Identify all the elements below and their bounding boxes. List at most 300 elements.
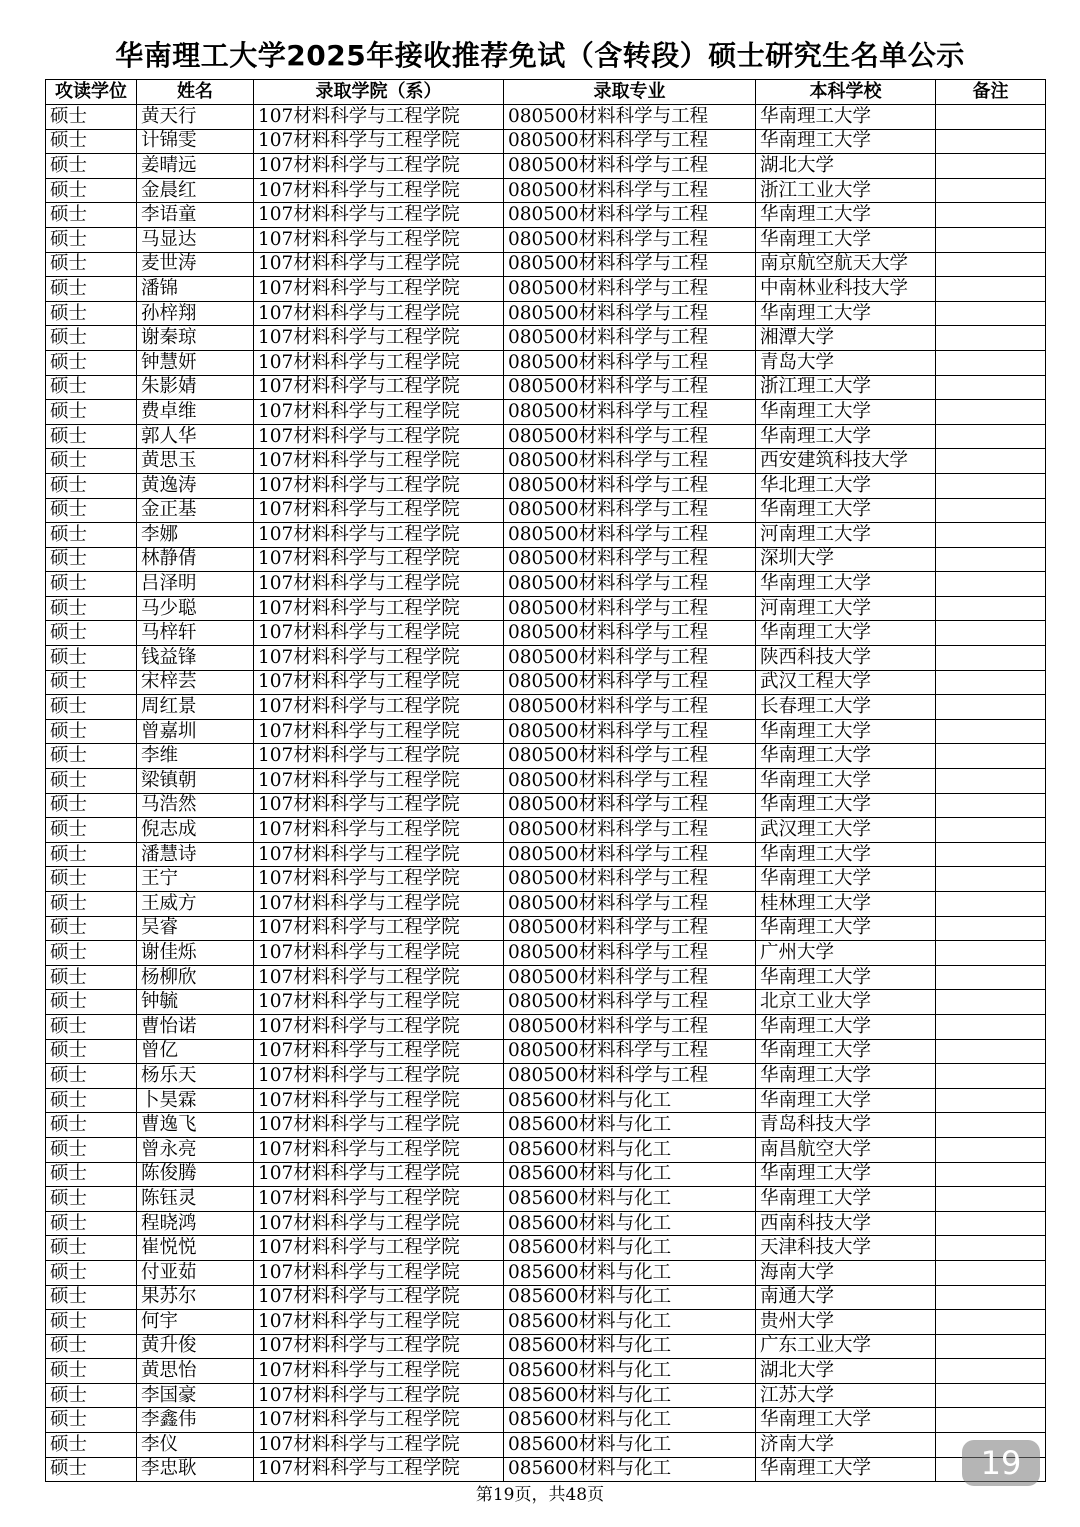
- table-row: [46, 769, 1046, 794]
- remarks-cell: [936, 178, 1046, 203]
- remarks-cell: [936, 277, 1046, 302]
- college-cell: 107材料科学与工程学院: [254, 1039, 504, 1064]
- table-row: [46, 326, 1046, 351]
- major-cell: 080500材料科学与工程: [504, 203, 756, 228]
- table-row: [46, 1310, 1046, 1335]
- remarks-cell: [936, 1260, 1046, 1285]
- major-cell: 085600材料与化工: [504, 1359, 756, 1384]
- degree-cell: 硕士: [46, 129, 137, 154]
- college-cell: 107材料科学与工程学院: [254, 621, 504, 646]
- remarks-cell: [936, 449, 1046, 474]
- undergrad-school-cell: 中南林业科技大学: [756, 277, 936, 302]
- name-cell: 费卓维: [137, 400, 254, 425]
- degree-cell: 硕士: [46, 965, 137, 990]
- table-row: [46, 203, 1046, 228]
- college-cell: 107材料科学与工程学院: [254, 1310, 504, 1335]
- table-row: [46, 498, 1046, 523]
- table-row: [46, 473, 1046, 498]
- college-cell: 107材料科学与工程学院: [254, 105, 504, 130]
- major-cell: 080500材料科学与工程: [504, 178, 756, 203]
- undergrad-school-cell: 华南理工大学: [756, 424, 936, 449]
- name-cell: 付亚茹: [137, 1260, 254, 1285]
- degree-cell: 硕士: [46, 154, 137, 179]
- table-row: [46, 400, 1046, 425]
- column-header-degree: 攻读学位: [46, 80, 137, 105]
- degree-cell: 硕士: [46, 1433, 137, 1458]
- major-cell: 080500材料科学与工程: [504, 695, 756, 720]
- college-cell: 107材料科学与工程学院: [254, 596, 504, 621]
- table-row: [46, 867, 1046, 892]
- name-cell: 曾永亮: [137, 1137, 254, 1162]
- undergrad-school-cell: 湘潭大学: [756, 326, 936, 351]
- undergrad-school-cell: 济南大学: [756, 1433, 936, 1458]
- table-row: [46, 1211, 1046, 1236]
- major-cell: 080500材料科学与工程: [504, 227, 756, 252]
- degree-cell: 硕士: [46, 1088, 137, 1113]
- table-row: [46, 350, 1046, 375]
- undergrad-school-cell: 武汉理工大学: [756, 818, 936, 843]
- degree-cell: 硕士: [46, 1285, 137, 1310]
- major-cell: 085600材料与化工: [504, 1334, 756, 1359]
- remarks-cell: [936, 1137, 1046, 1162]
- undergrad-school-cell: 武汉工程大学: [756, 670, 936, 695]
- table-row: [46, 892, 1046, 917]
- college-cell: 107材料科学与工程学院: [254, 1088, 504, 1113]
- major-cell: 080500材料科学与工程: [504, 867, 756, 892]
- remarks-cell: [936, 1310, 1046, 1335]
- name-cell: 马梓轩: [137, 621, 254, 646]
- undergrad-school-cell: 华南理工大学: [756, 621, 936, 646]
- name-cell: 李语童: [137, 203, 254, 228]
- degree-cell: 硕士: [46, 350, 137, 375]
- degree-cell: 硕士: [46, 227, 137, 252]
- undergrad-school-cell: 华南理工大学: [756, 1187, 936, 1212]
- degree-cell: 硕士: [46, 449, 137, 474]
- degree-cell: 硕士: [46, 473, 137, 498]
- degree-cell: 硕士: [46, 547, 137, 572]
- college-cell: 107材料科学与工程学院: [254, 1383, 504, 1408]
- table-row: [46, 744, 1046, 769]
- remarks-cell: [936, 842, 1046, 867]
- remarks-cell: [936, 400, 1046, 425]
- degree-cell: 硕士: [46, 1162, 137, 1187]
- undergrad-school-cell: 广东工业大学: [756, 1334, 936, 1359]
- table-row: [46, 449, 1046, 474]
- degree-cell: 硕士: [46, 867, 137, 892]
- degree-cell: 硕士: [46, 769, 137, 794]
- major-cell: 085600材料与化工: [504, 1113, 756, 1138]
- undergrad-school-cell: 西安建筑科技大学: [756, 449, 936, 474]
- remarks-cell: [936, 129, 1046, 154]
- undergrad-school-cell: 华南理工大学: [756, 719, 936, 744]
- name-cell: 宋梓芸: [137, 670, 254, 695]
- degree-cell: 硕士: [46, 1457, 137, 1482]
- major-cell: 080500材料科学与工程: [504, 1064, 756, 1089]
- undergrad-school-cell: 深圳大学: [756, 547, 936, 572]
- degree-cell: 硕士: [46, 719, 137, 744]
- college-cell: 107材料科学与工程学院: [254, 1433, 504, 1458]
- name-cell: 程晓鸿: [137, 1211, 254, 1236]
- undergrad-school-cell: 南通大学: [756, 1285, 936, 1310]
- major-cell: 080500材料科学与工程: [504, 842, 756, 867]
- college-cell: 107材料科学与工程学院: [254, 1014, 504, 1039]
- undergrad-school-cell: 华南理工大学: [756, 1014, 936, 1039]
- name-cell: 李忠耿: [137, 1457, 254, 1482]
- table-row: [46, 1408, 1046, 1433]
- undergrad-school-cell: 华南理工大学: [756, 227, 936, 252]
- name-cell: 马显达: [137, 227, 254, 252]
- table-row: [46, 301, 1046, 326]
- remarks-cell: [936, 769, 1046, 794]
- column-header-remarks: 备注: [936, 80, 1046, 105]
- table-row: [46, 178, 1046, 203]
- table-row: [46, 572, 1046, 597]
- table-row: [46, 1039, 1046, 1064]
- remarks-cell: [936, 301, 1046, 326]
- name-cell: 曾嘉圳: [137, 719, 254, 744]
- degree-cell: 硕士: [46, 498, 137, 523]
- table-row: [46, 227, 1046, 252]
- degree-cell: 硕士: [46, 1236, 137, 1261]
- college-cell: 107材料科学与工程学院: [254, 154, 504, 179]
- undergrad-school-cell: 河南理工大学: [756, 596, 936, 621]
- name-cell: 陈钰灵: [137, 1187, 254, 1212]
- college-cell: 107材料科学与工程学院: [254, 498, 504, 523]
- undergrad-school-cell: 贵州大学: [756, 1310, 936, 1335]
- undergrad-school-cell: 华南理工大学: [756, 1088, 936, 1113]
- name-cell: 何宇: [137, 1310, 254, 1335]
- remarks-cell: [936, 941, 1046, 966]
- name-cell: 姜晴远: [137, 154, 254, 179]
- major-cell: 080500材料科学与工程: [504, 1039, 756, 1064]
- undergrad-school-cell: 华南理工大学: [756, 769, 936, 794]
- name-cell: 吕泽明: [137, 572, 254, 597]
- remarks-cell: [936, 105, 1046, 130]
- major-cell: 080500材料科学与工程: [504, 154, 756, 179]
- remarks-cell: [936, 916, 1046, 941]
- college-cell: 107材料科学与工程学院: [254, 892, 504, 917]
- college-cell: 107材料科学与工程学院: [254, 227, 504, 252]
- table-row: [46, 277, 1046, 302]
- name-cell: 黄思玉: [137, 449, 254, 474]
- table-row: [46, 818, 1046, 843]
- undergrad-school-cell: 华南理工大学: [756, 400, 936, 425]
- name-cell: 马少聪: [137, 596, 254, 621]
- remarks-cell: [936, 695, 1046, 720]
- degree-cell: 硕士: [46, 1359, 137, 1384]
- table-row: [46, 1236, 1046, 1261]
- undergrad-school-cell: 北京工业大学: [756, 990, 936, 1015]
- remarks-cell: [936, 1408, 1046, 1433]
- college-cell: 107材料科学与工程学院: [254, 695, 504, 720]
- college-cell: 107材料科学与工程学院: [254, 277, 504, 302]
- major-cell: 085600材料与化工: [504, 1457, 756, 1482]
- college-cell: 107材料科学与工程学院: [254, 1285, 504, 1310]
- college-cell: 107材料科学与工程学院: [254, 1408, 504, 1433]
- table-row: [46, 596, 1046, 621]
- major-cell: 085600材料与化工: [504, 1310, 756, 1335]
- table-row: [46, 375, 1046, 400]
- college-cell: 107材料科学与工程学院: [254, 744, 504, 769]
- major-cell: 085600材料与化工: [504, 1162, 756, 1187]
- major-cell: 080500材料科学与工程: [504, 916, 756, 941]
- name-cell: 潘慧诗: [137, 842, 254, 867]
- name-cell: 潘锦: [137, 277, 254, 302]
- remarks-cell: [936, 523, 1046, 548]
- degree-cell: 硕士: [46, 424, 137, 449]
- major-cell: 080500材料科学与工程: [504, 424, 756, 449]
- table-header-row: [46, 80, 1046, 105]
- remarks-cell: [936, 892, 1046, 917]
- name-cell: 梁镇朝: [137, 769, 254, 794]
- major-cell: 085600材料与化工: [504, 1285, 756, 1310]
- remarks-cell: [936, 621, 1046, 646]
- table-row: [46, 154, 1046, 179]
- name-cell: 李娜: [137, 523, 254, 548]
- table-row: [46, 646, 1046, 671]
- table-row: [46, 1162, 1046, 1187]
- undergrad-school-cell: 华南理工大学: [756, 572, 936, 597]
- major-cell: 080500材料科学与工程: [504, 326, 756, 351]
- undergrad-school-cell: 青岛科技大学: [756, 1113, 936, 1138]
- remarks-cell: [936, 818, 1046, 843]
- undergrad-school-cell: 华南理工大学: [756, 1408, 936, 1433]
- college-cell: 107材料科学与工程学院: [254, 1187, 504, 1212]
- college-cell: 107材料科学与工程学院: [254, 252, 504, 277]
- major-cell: 080500材料科学与工程: [504, 793, 756, 818]
- degree-cell: 硕士: [46, 793, 137, 818]
- degree-cell: 硕士: [46, 1137, 137, 1162]
- major-cell: 080500材料科学与工程: [504, 621, 756, 646]
- major-cell: 080500材料科学与工程: [504, 670, 756, 695]
- table-row: [46, 965, 1046, 990]
- degree-cell: 硕士: [46, 301, 137, 326]
- college-cell: 107材料科学与工程学院: [254, 473, 504, 498]
- name-cell: 黄思怡: [137, 1359, 254, 1384]
- table-row: [46, 1064, 1046, 1089]
- degree-cell: 硕士: [46, 621, 137, 646]
- major-cell: 080500材料科学与工程: [504, 449, 756, 474]
- table-row: [46, 1433, 1046, 1458]
- name-cell: 陈俊腾: [137, 1162, 254, 1187]
- table-row: [46, 252, 1046, 277]
- degree-cell: 硕士: [46, 203, 137, 228]
- college-cell: 107材料科学与工程学院: [254, 449, 504, 474]
- name-cell: 吴睿: [137, 916, 254, 941]
- undergrad-school-cell: 华南理工大学: [756, 203, 936, 228]
- major-cell: 080500材料科学与工程: [504, 744, 756, 769]
- name-cell: 郭人华: [137, 424, 254, 449]
- undergrad-school-cell: 华南理工大学: [756, 793, 936, 818]
- college-cell: 107材料科学与工程学院: [254, 424, 504, 449]
- page-number-badge: 19: [962, 1440, 1040, 1486]
- college-cell: 107材料科学与工程学院: [254, 572, 504, 597]
- degree-cell: 硕士: [46, 1211, 137, 1236]
- name-cell: 曾亿: [137, 1039, 254, 1064]
- major-cell: 080500材料科学与工程: [504, 375, 756, 400]
- major-cell: 080500材料科学与工程: [504, 105, 756, 130]
- remarks-cell: [936, 1088, 1046, 1113]
- table-row: [46, 793, 1046, 818]
- degree-cell: 硕士: [46, 1383, 137, 1408]
- degree-cell: 硕士: [46, 892, 137, 917]
- page-title: 华南理工大学2025年接收推荐免试（含转段）硕士研究生名单公示: [115, 39, 965, 72]
- college-cell: 107材料科学与工程学院: [254, 523, 504, 548]
- major-cell: 080500材料科学与工程: [504, 252, 756, 277]
- table-row: [46, 1187, 1046, 1212]
- table-row: [46, 621, 1046, 646]
- degree-cell: 硕士: [46, 670, 137, 695]
- undergrad-school-cell: 湖北大学: [756, 154, 936, 179]
- major-cell: 080500材料科学与工程: [504, 646, 756, 671]
- college-cell: 107材料科学与工程学院: [254, 129, 504, 154]
- remarks-cell: [936, 154, 1046, 179]
- remarks-cell: [936, 1113, 1046, 1138]
- undergrad-school-cell: 桂林理工大学: [756, 892, 936, 917]
- table-row: [46, 547, 1046, 572]
- remarks-cell: [936, 990, 1046, 1015]
- page-footer: 第19页，共48页: [475, 1485, 605, 1505]
- major-cell: 080500材料科学与工程: [504, 990, 756, 1015]
- undergrad-school-cell: 华南理工大学: [756, 1457, 936, 1482]
- table-row: [46, 1383, 1046, 1408]
- major-cell: 080500材料科学与工程: [504, 547, 756, 572]
- major-cell: 080500材料科学与工程: [504, 818, 756, 843]
- undergrad-school-cell: 西南科技大学: [756, 1211, 936, 1236]
- college-cell: 107材料科学与工程学院: [254, 1162, 504, 1187]
- degree-cell: 硕士: [46, 1113, 137, 1138]
- undergrad-school-cell: 华南理工大学: [756, 1039, 936, 1064]
- college-cell: 107材料科学与工程学院: [254, 326, 504, 351]
- college-cell: 107材料科学与工程学院: [254, 1334, 504, 1359]
- table-body: [46, 105, 1046, 1482]
- table-row: [46, 1285, 1046, 1310]
- degree-cell: 硕士: [46, 744, 137, 769]
- name-cell: 王威方: [137, 892, 254, 917]
- degree-cell: 硕士: [46, 1334, 137, 1359]
- undergrad-school-cell: 华南理工大学: [756, 301, 936, 326]
- remarks-cell: [936, 867, 1046, 892]
- name-cell: 钟毓: [137, 990, 254, 1015]
- college-cell: 107材料科学与工程学院: [254, 203, 504, 228]
- name-cell: 黄逸涛: [137, 473, 254, 498]
- remarks-cell: [936, 1236, 1046, 1261]
- undergrad-school-cell: 江苏大学: [756, 1383, 936, 1408]
- undergrad-school-cell: 华南理工大学: [756, 1064, 936, 1089]
- name-cell: 杨乐天: [137, 1064, 254, 1089]
- remarks-cell: [936, 326, 1046, 351]
- name-cell: 李仪: [137, 1433, 254, 1458]
- college-cell: 107材料科学与工程学院: [254, 769, 504, 794]
- college-cell: 107材料科学与工程学院: [254, 1236, 504, 1261]
- table-row: [46, 916, 1046, 941]
- remarks-cell: [936, 1187, 1046, 1212]
- major-cell: 080500材料科学与工程: [504, 498, 756, 523]
- remarks-cell: [936, 744, 1046, 769]
- undergrad-school-cell: 华南理工大学: [756, 129, 936, 154]
- undergrad-school-cell: 华南理工大学: [756, 105, 936, 130]
- column-header-major: 录取专业: [504, 80, 756, 105]
- table-row: [46, 1457, 1046, 1482]
- remarks-cell: [936, 1285, 1046, 1310]
- undergrad-school-cell: 华南理工大学: [756, 965, 936, 990]
- remarks-cell: [936, 572, 1046, 597]
- college-cell: 107材料科学与工程学院: [254, 990, 504, 1015]
- degree-cell: 硕士: [46, 1260, 137, 1285]
- major-cell: 080500材料科学与工程: [504, 473, 756, 498]
- major-cell: 080500材料科学与工程: [504, 301, 756, 326]
- remarks-cell: [936, 965, 1046, 990]
- degree-cell: 硕士: [46, 916, 137, 941]
- college-cell: 107材料科学与工程学院: [254, 1457, 504, 1482]
- major-cell: 080500材料科学与工程: [504, 719, 756, 744]
- remarks-cell: [936, 1383, 1046, 1408]
- undergrad-school-cell: 湖北大学: [756, 1359, 936, 1384]
- undergrad-school-cell: 南京航空航天大学: [756, 252, 936, 277]
- name-cell: 曹逸飞: [137, 1113, 254, 1138]
- college-cell: 107材料科学与工程学院: [254, 1064, 504, 1089]
- undergrad-school-cell: 长春理工大学: [756, 695, 936, 720]
- remarks-cell: [936, 1334, 1046, 1359]
- table-row: [46, 1014, 1046, 1039]
- column-header-undergrad-school: 本科学校: [756, 80, 936, 105]
- undergrad-school-cell: 浙江理工大学: [756, 375, 936, 400]
- column-header-name: 姓名: [137, 80, 254, 105]
- college-cell: 107材料科学与工程学院: [254, 301, 504, 326]
- undergrad-school-cell: 浙江工业大学: [756, 178, 936, 203]
- name-cell: 黄升俊: [137, 1334, 254, 1359]
- degree-cell: 硕士: [46, 990, 137, 1015]
- college-cell: 107材料科学与工程学院: [254, 867, 504, 892]
- major-cell: 080500材料科学与工程: [504, 572, 756, 597]
- degree-cell: 硕士: [46, 375, 137, 400]
- name-cell: 谢佳烁: [137, 941, 254, 966]
- major-cell: 085600材料与化工: [504, 1236, 756, 1261]
- name-cell: 金正基: [137, 498, 254, 523]
- major-cell: 080500材料科学与工程: [504, 129, 756, 154]
- name-cell: 杨柳欣: [137, 965, 254, 990]
- college-cell: 107材料科学与工程学院: [254, 375, 504, 400]
- remarks-cell: [936, 646, 1046, 671]
- college-cell: 107材料科学与工程学院: [254, 941, 504, 966]
- degree-cell: 硕士: [46, 572, 137, 597]
- major-cell: 080500材料科学与工程: [504, 965, 756, 990]
- college-cell: 107材料科学与工程学院: [254, 793, 504, 818]
- table-row: [46, 941, 1046, 966]
- name-cell: 黄天行: [137, 105, 254, 130]
- college-cell: 107材料科学与工程学院: [254, 670, 504, 695]
- degree-cell: 硕士: [46, 178, 137, 203]
- name-cell: 谢秦琼: [137, 326, 254, 351]
- college-cell: 107材料科学与工程学院: [254, 719, 504, 744]
- admission-table: [45, 79, 1046, 1482]
- table-row: [46, 523, 1046, 548]
- table-row: [46, 424, 1046, 449]
- degree-cell: 硕士: [46, 941, 137, 966]
- column-header-college: 录取学院（系）: [254, 80, 504, 105]
- remarks-cell: [936, 375, 1046, 400]
- college-cell: 107材料科学与工程学院: [254, 916, 504, 941]
- undergrad-school-cell: 华南理工大学: [756, 1162, 936, 1187]
- name-cell: 马浩然: [137, 793, 254, 818]
- degree-cell: 硕士: [46, 1039, 137, 1064]
- degree-cell: 硕士: [46, 695, 137, 720]
- college-cell: 107材料科学与工程学院: [254, 547, 504, 572]
- major-cell: 080500材料科学与工程: [504, 350, 756, 375]
- name-cell: 果苏尔: [137, 1285, 254, 1310]
- major-cell: 080500材料科学与工程: [504, 1014, 756, 1039]
- degree-cell: 硕士: [46, 1014, 137, 1039]
